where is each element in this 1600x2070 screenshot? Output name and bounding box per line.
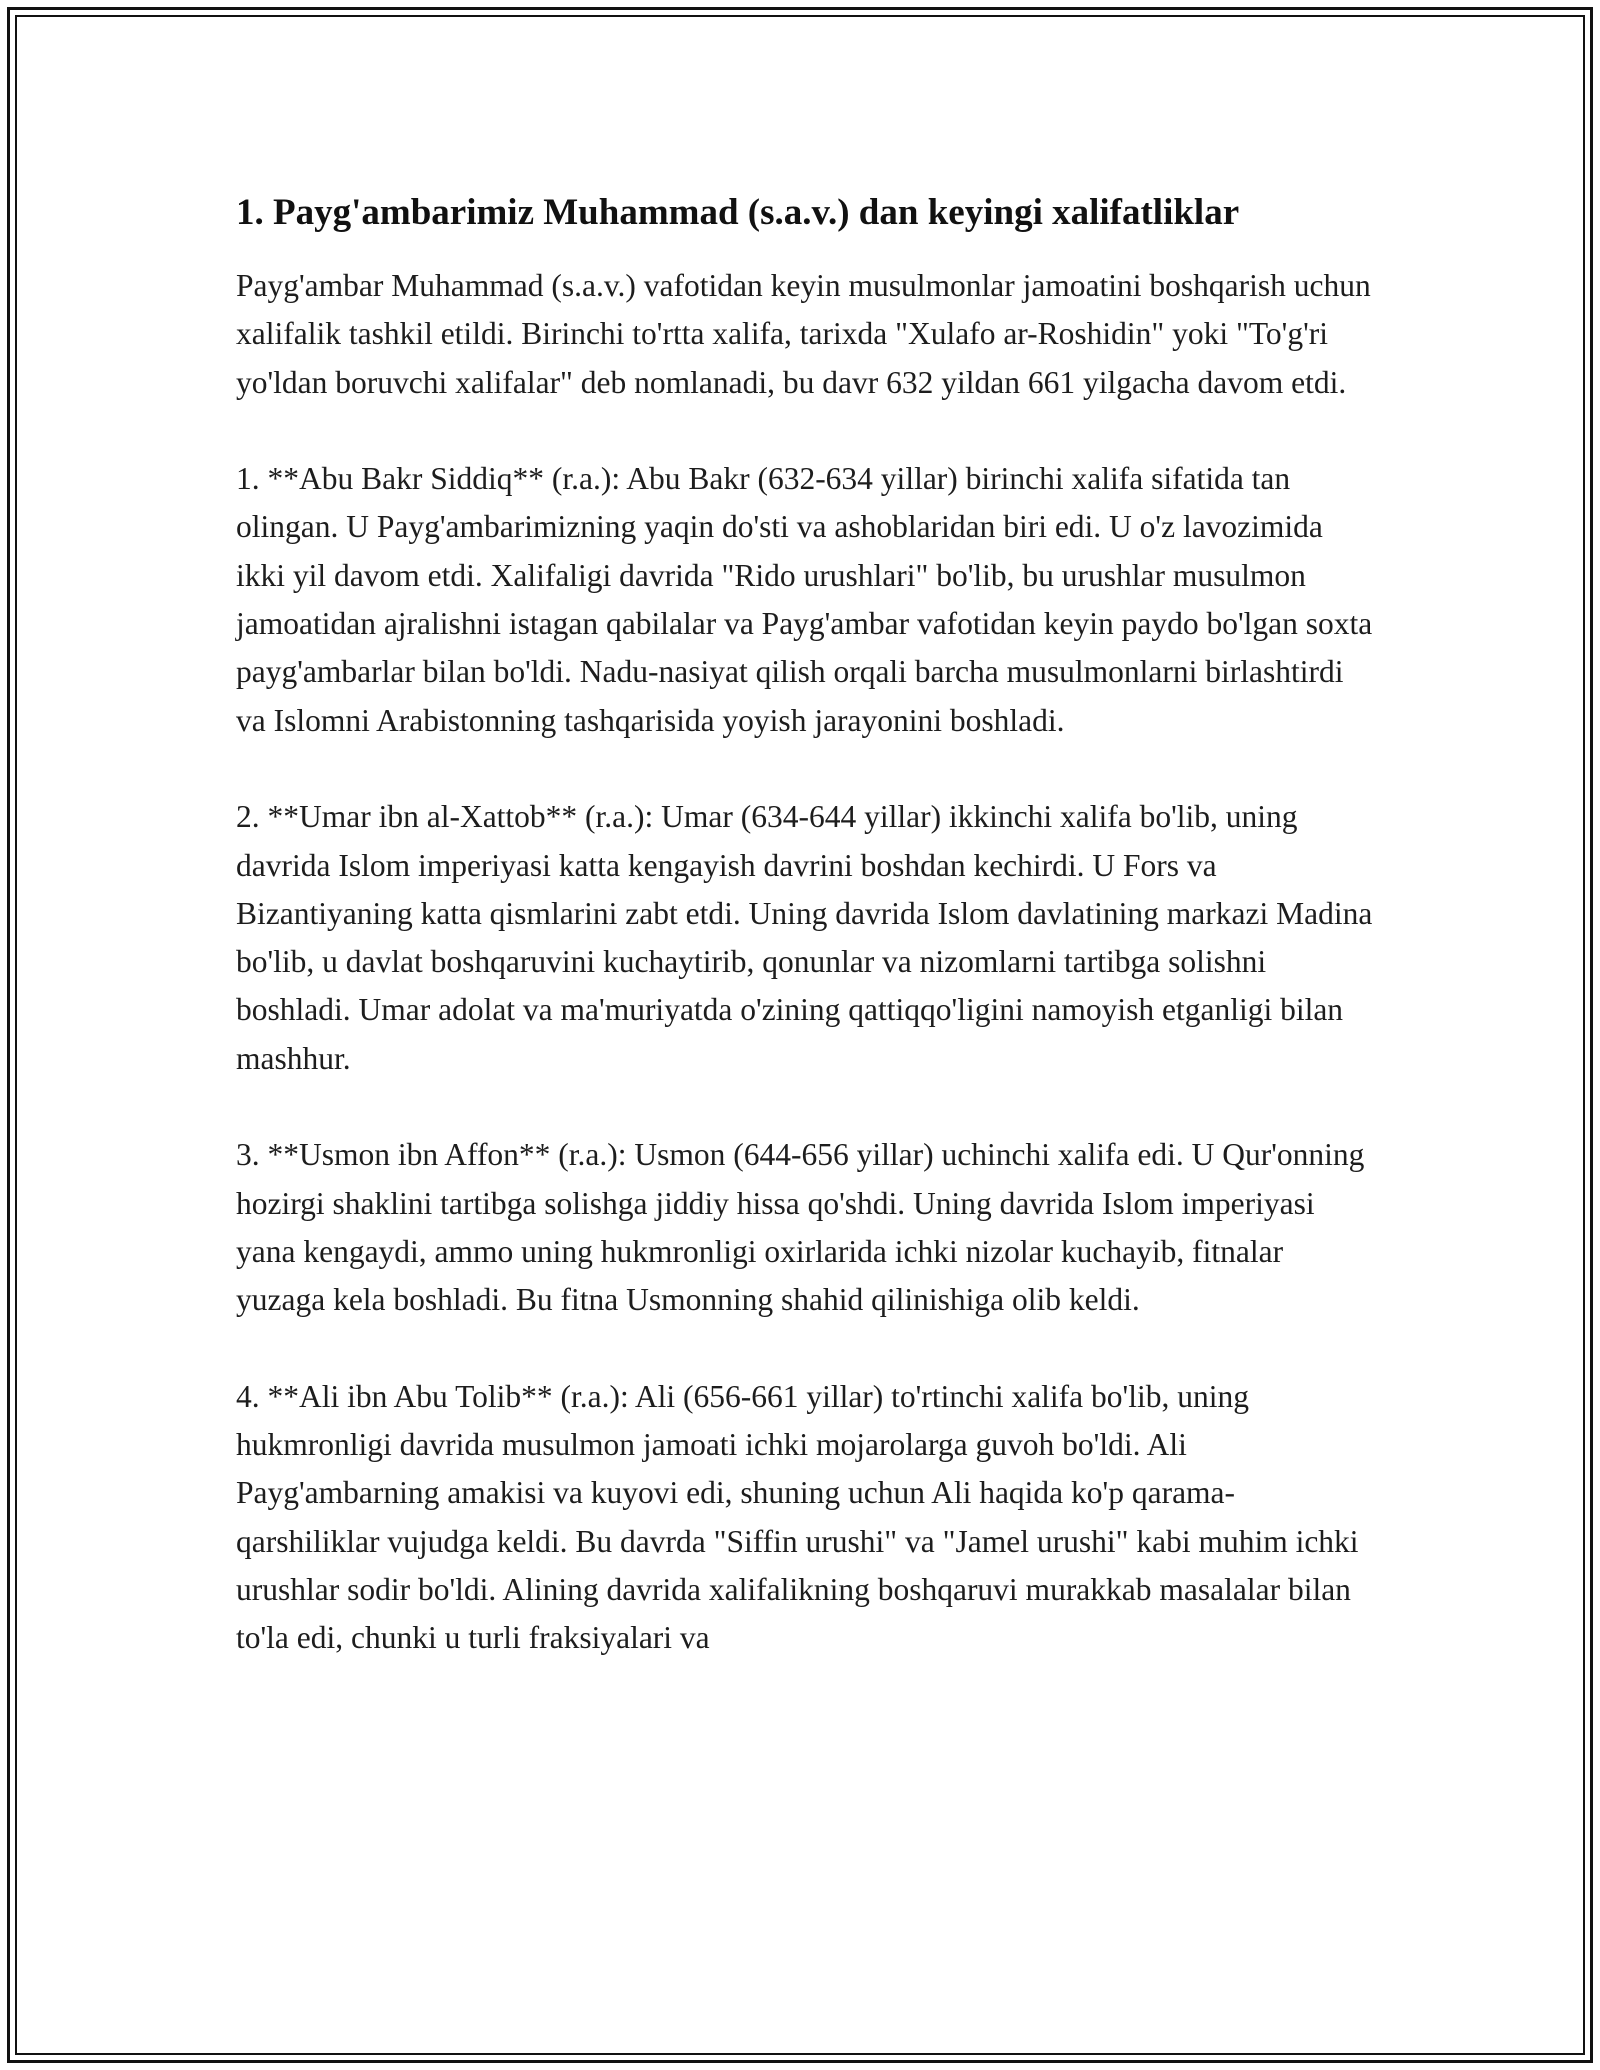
- caliph-umar-paragraph: 2. **Umar ibn al-Xattob** (r.a.): Umar (634-644 yillar) ikkinchi xalifa bo'lib, uning davrida Islom imperiyasi katta kengayish davrini boshdan kechirdi. U Fors va Bizantiyaning katta qismlarini zabt etdi. Uning davrida Islom davlatining markazi Madina bo'lib, u davlat boshqaruvini kuchaytirib, qonunlar va nizomlarni tartibga solishni boshladi. Umar adolat va ma'muriyatda o'zining qattiqqo'ligini namoyish etganligi bilan mashhur.: [236, 799, 1373, 1076]
- document-body: [236, 186, 1376, 1663]
- caliph-usmon-paragraph: 3. **Usmon ibn Affon** (r.a.): Usmon (644-656 yillar) uchinchi xalifa edi. U Qur'onning hozirgi shaklini tartibga solishga jiddiy hissa qo'shdi. Uning davrida Islom imperiyasi yana kengaydi, ammo uning hukmronligi oxirlarida ichki nizolar kuchayib, fitnalar yuzaga kela boshladi. Bu fitna Usmonning shahid qilinishiga olib keldi.: [236, 1137, 1365, 1318]
- caliph-abu-bakr-paragraph: 1. **Abu Bakr Siddiq** (r.a.): Abu Bakr (632-634 yillar) birinchi xalifa sifatida tan olingan. U Payg'ambarimizning yaqin do'sti va ashoblaridan biri edi. U o'z lavozimida ikki yil davom etdi. Xalifaligi davrida "Rido urushlari" bo'lib, bu urushlar musulmon jamoatidan ajralishni istagan qabilalar va Payg'ambar vafotidan keyin paydo bo'lgan soxta payg'ambarlar bilan bo'ldi. Nadu-nasiyat qilish orqali barcha musulmonlarni birlashtirdi va Islomni Arabistonning tashqarisida yoyish jarayonini boshladi.: [236, 461, 1373, 738]
- section-title: 1. Payg'ambarimiz Muhammad (s.a.v.) dan keyingi xalifatliklar: [236, 192, 1240, 233]
- caliph-ali-paragraph: 4. **Ali ibn Abu Tolib** (r.a.): Ali (656-661 yillar) to'rtinchi xalifa bo'lib, uning hukmronligi davrida musulmon jamoati ichki mojarolarga guvoh bo'ldi. Ali Payg'ambarning amakisi va kuyovi edi, shuning uchun Ali haqida ko'p qarama-qarshiliklar vujudga keldi. Bu davrda "Siffin urushi" va "Jamel urushi" kabi muhim ichki urushlar sodir bo'ldi. Alining davrida xalifalikning boshqaruvi murakkab masalalar bilan to'la edi, chunki u turli fraksiyalari va: [236, 1378, 1359, 1656]
- intro-paragraph: Payg'ambar Muhammad (s.a.v.) vafotidan keyin musulmonlar jamoatini boshqarish uchun xalifalik tashkil etildi. Birinchi to'rtta xalifa, tarixda "Xulafo ar-Roshidin" yoki "To'g'ri yo'ldan boruvchi xalifalar" deb nomlanadi, bu davr 632 yildan 661 yilgacha davom etdi.: [236, 268, 1371, 400]
